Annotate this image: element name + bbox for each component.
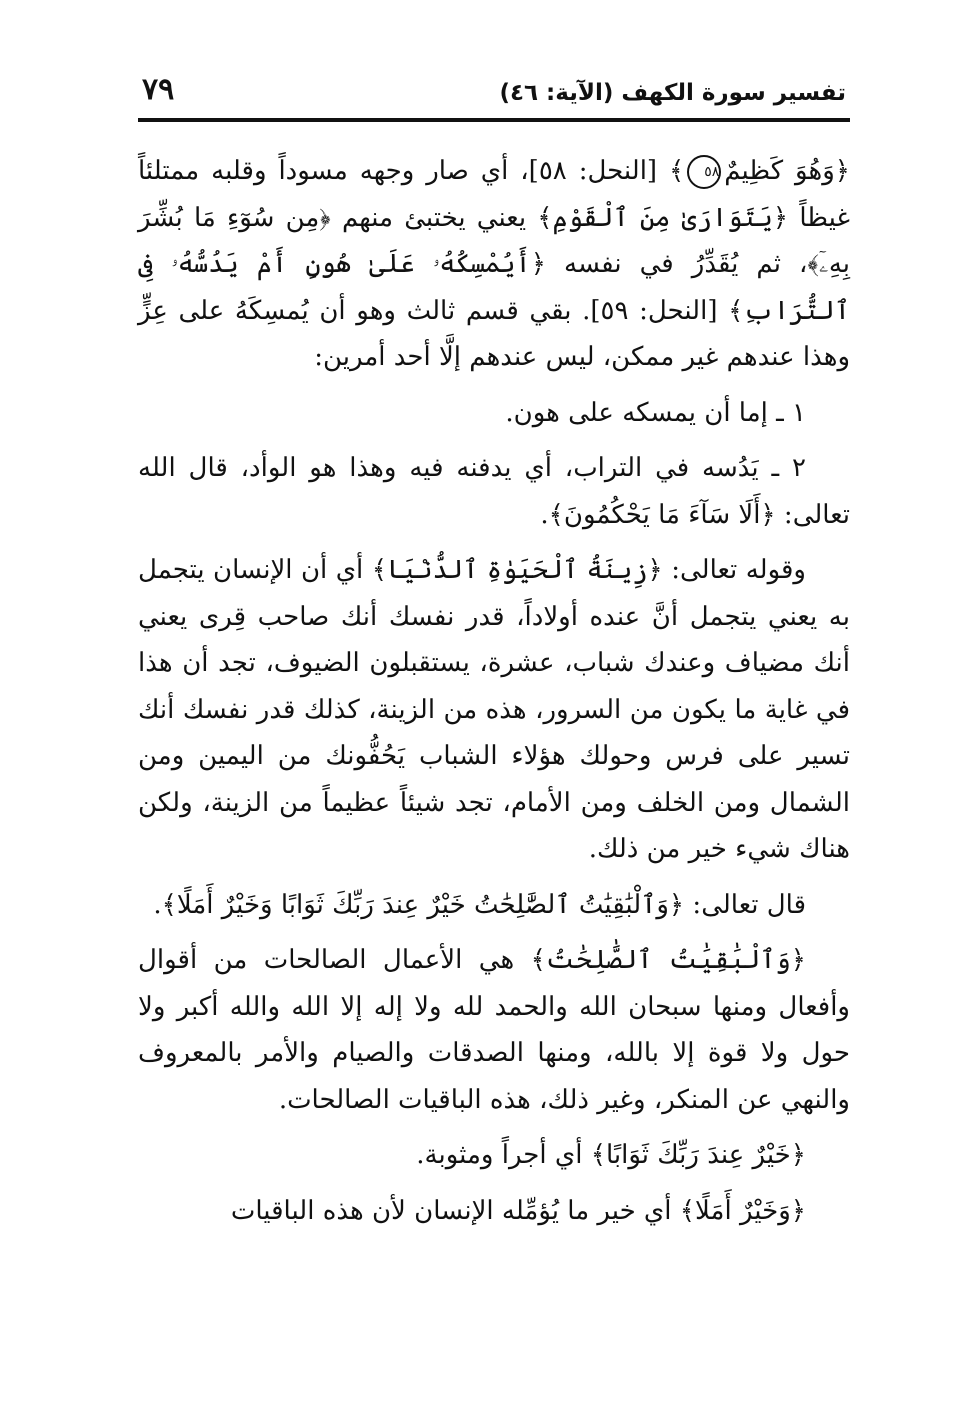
- ayah-number-marker: ٥٨: [687, 155, 721, 189]
- paragraph-text: .: [153, 889, 162, 920]
- running-title: تفسير سورة الكهف (الآية: ٤٦): [499, 80, 846, 106]
- quran-quote: ﴿أَلَا سَآءَ مَا يَحْكُمُونَ﴾: [548, 499, 776, 530]
- list-item-2: [138, 445, 850, 538]
- page-header: [138, 68, 850, 122]
- paragraph-text: قال تعالى:: [684, 889, 806, 920]
- paragraph-text: ٢ ـ يَدُسه في التراب، أي يدفنه فيه وهذا هو الوأد، قال الله تعالى:: [138, 453, 850, 530]
- paragraph-text: وقوله تعالى:: [662, 555, 806, 585]
- quran-quote: ﴿وَٱلْبَٰقِيَٰتُ ٱلصَّٰلِحَٰتُ خَيْرٌ عِندَ رَبِّكَ ثَوَابًا وَخَيْرٌ أَمَلًا﴾: [161, 889, 685, 920]
- paragraph-text: أي أجراً ومثوبة.: [416, 1140, 591, 1170]
- paragraph-5: [138, 1132, 850, 1179]
- paragraph-6: [138, 1188, 850, 1235]
- quran-quote: ﴿وَخَيْرٌ أَمَلًا﴾: [679, 1195, 806, 1226]
- quran-quote: ﴿زِينَةُ ٱلْحَيَوٰةِ ٱلدُّنْيَا﴾: [371, 555, 663, 585]
- paragraph-text: [النحل: ٥٩]. بقي قسم ثالث وهو أن يُمسِكَهُ على عِزٍّ وهذا عندهم غير ممكن، ليس عندهم إلَّا أحد أمرين:: [138, 295, 850, 372]
- paragraph-2: [138, 547, 850, 873]
- quran-quote: ﴿خَيْرٌ عِندَ رَبِّكَ ثَوَابًا﴾: [590, 1140, 806, 1170]
- paragraph-1: [138, 148, 850, 381]
- quran-quote: ﴿وَٱلْبَٰقِيَٰتُ ٱلصَّٰلِحَٰتُ﴾: [530, 945, 807, 975]
- paragraph-3: [138, 882, 850, 929]
- list-item-1: ١ ـ إما أن يمسكه على هون.: [505, 397, 806, 428]
- paragraph-text: [النحل: ٥٨]، أي صار وجهه مسوداً وقلبه ممتلئاً غيظاً: [138, 156, 851, 233]
- paragraph-text: أي أن الإنسان يتجمل به يعني يتجمل أنَّ عنده أولاداً، قدر نفسك أنك صاحب قِرى يعني أنك مضياف وعندك شباب، عشرة، يستقبلون الضيوف، تجد أن هذا في غاية ما يكون من السرور، هذه من الزينة، كذلك قدر نفسك أنك تسير على فرس وحولك هؤلاء الشباب يَحُفُّونك من اليمين ومن الشمال ومن الخلف ومن الأمام، تجد شيئاً عظيماً من الزينة، ولكن هناك شيء خير من ذلك.: [138, 555, 850, 864]
- quran-quote-end: ﴾: [669, 156, 685, 186]
- paragraph-text: أي خير ما يُؤمِّله الإنسان لأن هذه الباقيات: [230, 1195, 680, 1226]
- paragraph-text: هي الأعمال الصالحات من أقوال وأفعال ومنها سبحان الله والحمد لله ولا إله إلا الله والله أكبر ولا حول ولا قوة إلا بالله، ومنها الصدقات والصيام والأمر بالمعروف والنهي عن المنكر، وغير ذلك، هذه الباقيات الصالحات.: [138, 945, 850, 1115]
- paragraph-text: يعني يختبئ منهم: [330, 202, 538, 233]
- quran-quote: ﴿أَيُمْسِكُهُۥ عَلَىٰ هُونٍ أَمْ يَدُسُّهُۥ فِى ٱلتُّرَابِ﴾: [138, 249, 850, 326]
- quran-quote: ﴿مِن سُوٓءِ مَا بُشِّرَ بِهِۦٓ﴾: [138, 202, 850, 279]
- page-number: ٧٩: [142, 72, 175, 107]
- paragraph-text: .: [540, 499, 549, 530]
- paragraph-4: [138, 937, 850, 1123]
- quran-quote: ﴿يَتَوَارَىٰ مِنَ ٱلْقَوْمِ﴾: [537, 202, 789, 233]
- page-body: [138, 148, 850, 1243]
- quran-quote: ﴿وَهُوَ كَظِيمٌ: [724, 156, 850, 186]
- paragraph-text: ، ثم يُقَدِّرُ في نفسه: [545, 249, 808, 279]
